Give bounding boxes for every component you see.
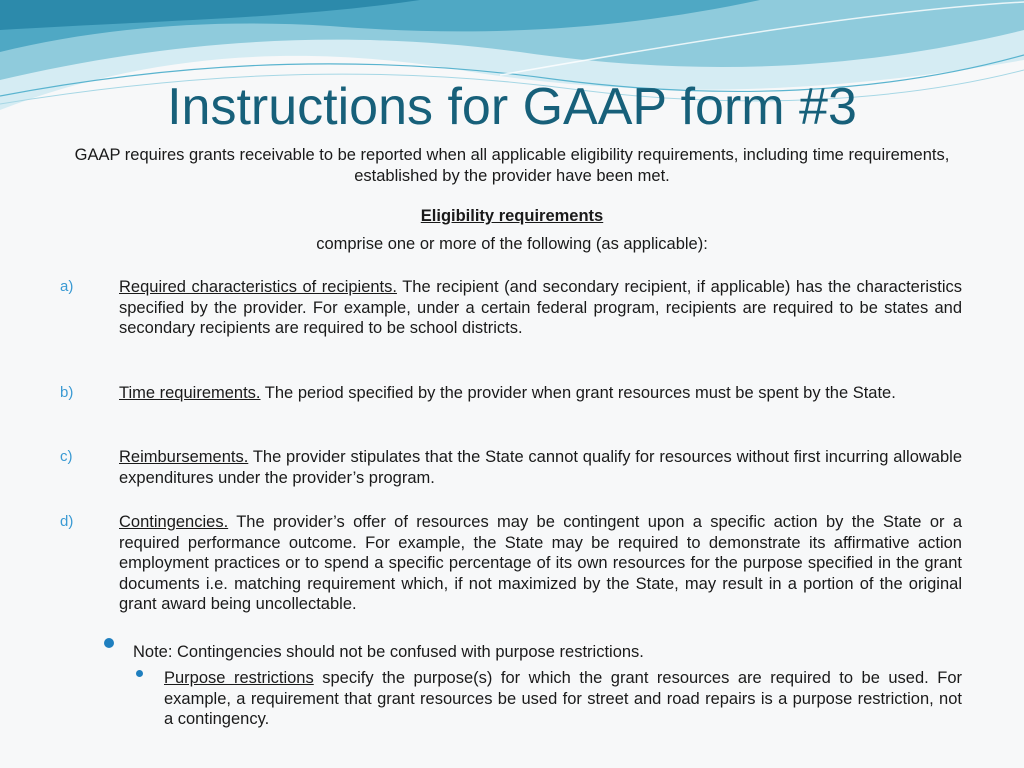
item-term: Required characteristics of recipients. (119, 278, 397, 296)
item-text: The period specified by the provider when grant resources must be spent by the State. (260, 384, 896, 402)
item-text: The provider’s offer of resources may be contingent upon a specific action by the State or a required performance outcome. For example, the State may be required to demonstrate its affirmative action employment practices or to spend a specific percentage of its own resources for the purpose specified in the grant documents i.e. matching requirement which, if not maximized by the State, may result in a portion of the original grant award being uncollectable. (119, 513, 962, 613)
item-term: Reimbursements. (119, 448, 249, 466)
purpose-text (164, 668, 962, 730)
list-item (60, 277, 962, 339)
item-term: Contingencies. (119, 513, 229, 531)
item-letter: d) (60, 513, 74, 530)
purpose-description: specify the purpose(s) for which the grant resources are required to be used. For example, a requirement that grant resources be used for street and road repairs is a purpose restriction, not a contingency. (164, 669, 962, 728)
item-body (119, 277, 962, 339)
list-item (60, 512, 962, 615)
purpose-bullet (136, 668, 962, 730)
item-text: The provider stipulates that the State cannot qualify for resources without first incurring allowable expenditures under the provider’s program. (119, 448, 962, 487)
item-letter: c) (60, 448, 73, 465)
bullet-dot-icon (136, 670, 143, 677)
slide-title: Instructions for GAAP form #3 (167, 78, 857, 136)
item-body (119, 447, 962, 488)
intro-paragraph: GAAP requires grants receivable to be reported when all applicable eligibility requirements, including time requirements, established by the provider have been met. (74, 146, 950, 185)
item-letter: a) (60, 278, 74, 295)
list-item (60, 447, 962, 488)
item-body (119, 512, 962, 615)
item-letter: b) (60, 384, 74, 401)
note-text: Note: Contingencies should not be confused with purpose restrictions. (133, 643, 644, 661)
item-body (119, 383, 962, 404)
item-term: Time requirements. (119, 384, 261, 402)
purpose-term: Purpose restrictions (164, 669, 314, 687)
eligibility-heading: Eligibility requirements (420, 207, 604, 225)
list-item (60, 383, 962, 404)
item-text: The recipient (and secondary recipient, if applicable) has the characteristics specified by the provider. For example, under a certain federal program, recipients are required to be states and secondary recipients are required to be school districts. (119, 278, 962, 337)
eligibility-subheading: comprise one or more of the following (as applicable): (316, 235, 708, 253)
bullet-dot-icon (104, 638, 114, 648)
note-bullet (104, 638, 964, 663)
